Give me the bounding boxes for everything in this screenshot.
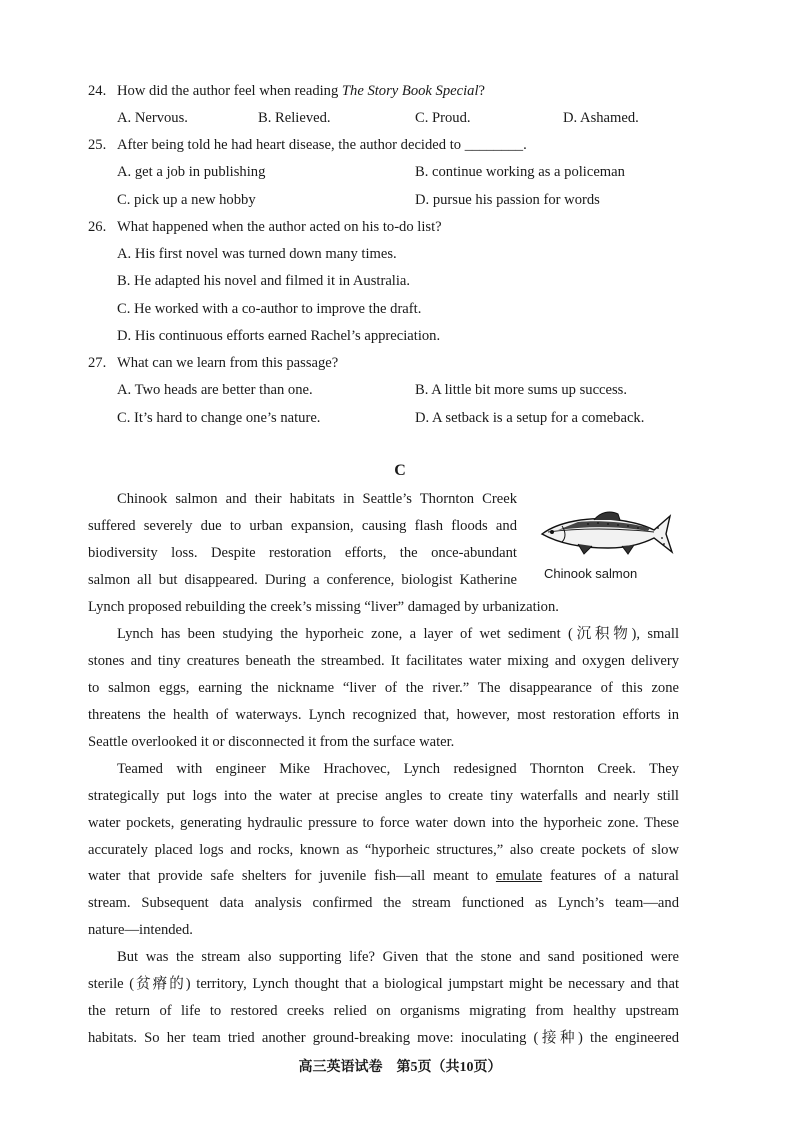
option-d: D. Ashamed. [563, 110, 639, 126]
paragraph-text: water that provide safe shelters for juvenile fish—all meant to [88, 868, 496, 884]
option-c: C. pick up a new hobby [117, 192, 256, 208]
paragraph-line: sterile (贫瘠的) territory, Lynch thought that a biological jumpstart might be necessary and that [88, 976, 679, 992]
option-a: A. Nervous. [117, 110, 188, 126]
question-number: 27. [88, 355, 107, 371]
paragraph-text: features of a natural [542, 868, 679, 884]
option-b: B. He adapted his novel and filmed it in Australia. [117, 273, 411, 289]
paragraph-line: suffered severely due to urban expansion, causing flash floods and [88, 518, 517, 534]
paragraph-line: habitats. So her team tried another ground-breaking move: inoculating (接种) the engineered [88, 1030, 679, 1046]
question-stem-text: How did the author feel when reading [117, 83, 342, 99]
paragraph-line: stones and tiny creatures beneath the streambed. It facilitates water mixing and oxygen delivery [88, 653, 679, 669]
chinook-salmon-image [538, 508, 674, 558]
option-d: D. His continuous efforts earned Rachel’s appreciation. [117, 328, 441, 344]
paragraph-line: Chinook salmon and their habitats in Seattle’s Thornton Creek [117, 491, 517, 507]
option-a: A. Two heads are better than one. [117, 382, 313, 398]
question-stem [117, 81, 485, 101]
book-title: The Story Book Special [341, 83, 479, 99]
paragraph-line: threatens the health of waterways. Lynch recognized that, however, most restoration efforts in [88, 707, 679, 723]
paragraph-line: stream. Subsequent data analysis confirmed the stream functioned as Lynch’s team—and [88, 895, 679, 911]
paragraph-line: Seattle overlooked it or disconnected it from the surface water. [88, 734, 455, 750]
question-number: 25. [88, 137, 107, 153]
paragraph-line: Lynch proposed rebuilding the creek’s missing “liver” damaged by urbanization. [88, 599, 559, 615]
option-b: B. continue working as a policeman [415, 164, 625, 180]
paragraph-line: But was the stream also supporting life? Given that the stone and sand positioned were [117, 949, 679, 965]
question-number: 26. [88, 219, 107, 235]
paragraph-line: nature—intended. [88, 922, 193, 938]
underlined-word: emulate [495, 868, 543, 884]
paragraph-line: water pockets, generating hydraulic pressure to force water down into the hyporheic zone. These [88, 815, 679, 831]
option-c: C. It’s hard to change one’s nature. [117, 410, 321, 426]
paragraph-line: Lynch has been studying the hyporheic zone, a layer of wet sediment (沉积物), small [117, 626, 679, 642]
option-d: D. pursue his passion for words [415, 192, 600, 208]
question-number: 24. [88, 83, 107, 99]
question-stem: What can we learn from this passage? [117, 355, 339, 371]
page-footer: 高三英语试卷 第5页（共10页） [298, 1060, 502, 1075]
paragraph-line: the return of life to restored creeks relied on organisms migrating from healthy upstream [88, 1003, 679, 1019]
section-heading: C [394, 462, 406, 479]
question-stem: After being told he had heart disease, the author decided to ________. [117, 137, 527, 153]
paragraph-line: Teamed with engineer Mike Hrachovec, Lynch redesigned Thornton Creek. They [117, 761, 679, 777]
paragraph-line: accurately placed logs and rocks, known as “hyporheic structures,” also create pockets of slow [88, 842, 679, 858]
option-c: C. Proud. [415, 110, 471, 126]
question-stem: What happened when the author acted on his to-do list? [117, 219, 442, 235]
option-b: B. Relieved. [258, 110, 331, 126]
paragraph-line: biodiversity loss. Despite restoration efforts, the once-abundant [88, 545, 517, 561]
option-a: A. get a job in publishing [117, 164, 266, 180]
paragraph-line [88, 866, 679, 886]
option-c: C. He worked with a co-author to improve the draft. [117, 301, 422, 317]
question-stem-text: ? [478, 83, 485, 99]
paragraph-line: strategically put logs into the water at precise angles to create tiny waterfalls and nearly still [88, 788, 679, 804]
image-caption: Chinook salmon [544, 566, 638, 581]
option-b: B. A little bit more sums up success. [415, 382, 628, 398]
paragraph-line: to salmon eggs, earning the nickname “liver of the river.” The disappearance of this zone [88, 680, 679, 696]
paragraph-line: salmon all but disappeared. During a conference, biologist Katherine [88, 572, 517, 588]
option-d: D. A setback is a setup for a comeback. [415, 410, 645, 426]
option-a: A. His first novel was turned down many times. [117, 246, 397, 262]
